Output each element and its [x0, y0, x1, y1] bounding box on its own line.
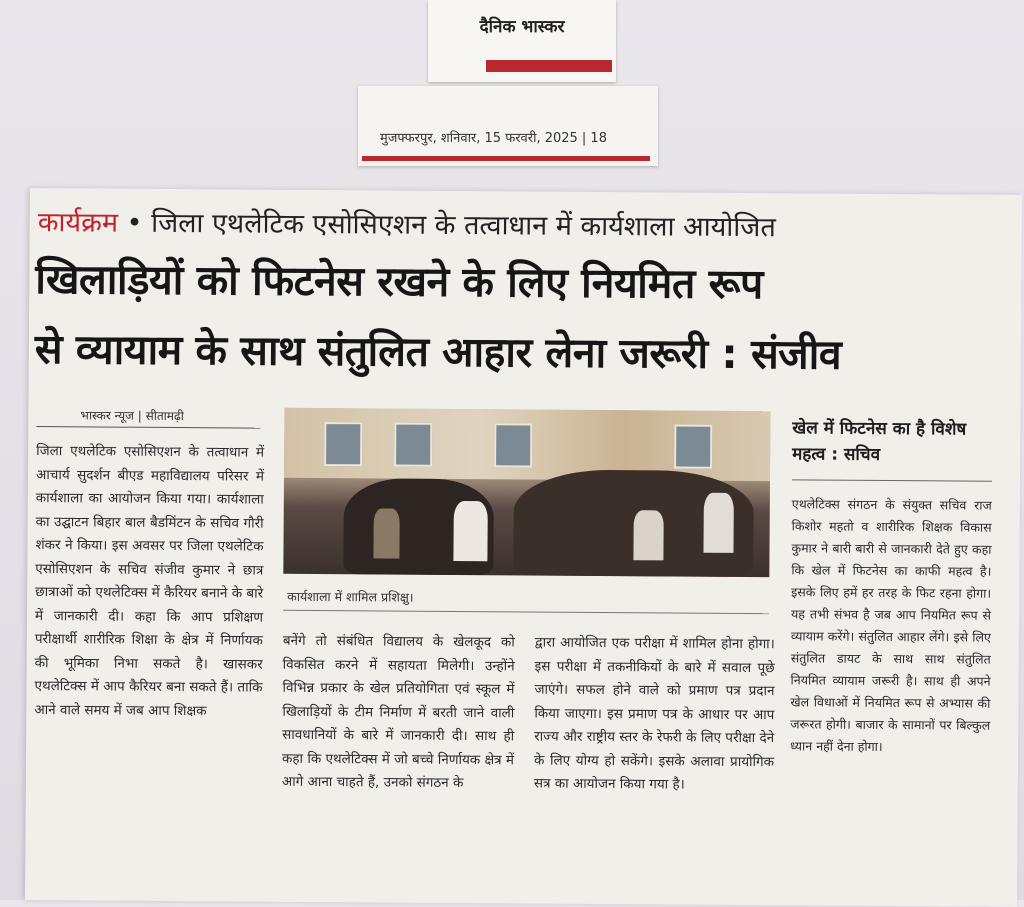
article-column-1: जिला एथलेटिक एसोसिएशन के तत्वाधान में आचार्य सुदर्शन बीएड महाविद्यालय परिसर में कार्यशाला का आयोजन किया गया। कार्यशाला का उद्घाटन बिहार बाल बैडमिंटन के सचिव गौरी शंकर ने किया। इस अवसर पर जिला एथलेटिक एसोसिएशन के सचिव संजीव कुमार ने छात्र छात्राओं को एथलेटिक्स में कैरियर बनाने के बारे में जानकारी दी। कहा कि आप प्रशिक्षण परीक्षार्थी शारीरिक शिक्षा के क्षेत्र में निर्णायक की भूमिका निभा सकते है। खासकर एथलेटिक्स में आप कैरियर बना सकते हैं। ताकि आने वाले समय में जब आप शिक्षक	[34, 443, 265, 719]
dateline-clipping	[358, 86, 658, 166]
dateline-text: मुजफ्फरपुर, शनिवार, 15 फरवरी, 2025 | 18	[380, 131, 607, 146]
workshop-photo	[283, 408, 770, 577]
headline-line-2: से व्यायाम के साथ संतुलित आहार लेना जरूरी : संजीव	[34, 325, 842, 379]
masthead-clipping	[428, 0, 616, 82]
audience-person	[703, 493, 733, 553]
photo-window	[324, 422, 362, 466]
article-column-2: बनेंगे तो संबंधित विद्यालय के खेलकूद को विकसित करने में सहायता मिलेगी। उन्होंने विभिन्न प्रकार के खेल प्रतियोगिता एवं स्कूल में खिलाड़ियों के टीम निर्माण में बरती जाने वाली सावधानियों के बारे में जानकारी दी। साथ ही कहा कि एथलेटिक्स में जो बच्चे निर्णायक क्षेत्र में आगे आना चाहते हैं, उनको संगठन के	[281, 632, 515, 792]
photo-window	[494, 423, 532, 467]
newspaper-page	[25, 188, 1022, 907]
side-rule	[792, 479, 992, 481]
article-column-3: द्वारा आयोजित एक परीक्षा में शामिल होना होगा। इस परीक्षा में तकनीकियों के बारे में सवाल पूछे जाएंगे। सफल होने वाले को प्रमाण पत्र प्रदान किया जाएगा। इस प्रमाण पत्र के आधार पर आप राज्य और राष्ट्रीय स्तर के रेफरी के लिए परीक्षा देने के लिए योग्य हो सकेंगे। इसके अलावा प्रायोगिक सत्र का आयोजन किया गया है।	[533, 634, 775, 793]
masthead-red-bar	[486, 60, 612, 72]
audience-person	[373, 508, 399, 558]
side-subheading: खेल में फिटनेस का है विशेष महत्व : सचिव	[792, 418, 967, 465]
kicker	[38, 202, 776, 244]
kicker-tag: कार्यक्रम	[37, 207, 119, 239]
photo-window	[674, 425, 712, 469]
photo-caption: कार्यशाला में शामिल प्रशिक्षु।	[287, 588, 414, 605]
kicker-separator: •	[117, 207, 152, 239]
newspaper-name: दैनिक भास्कर	[479, 17, 565, 37]
byline-rule	[36, 426, 260, 429]
audience-person	[633, 510, 663, 560]
headline-line-1: खिलाड़ियों को फिटनेस रखने के लिए नियमित रूप	[35, 255, 763, 309]
audience-person	[453, 501, 487, 561]
caption-rule	[283, 610, 769, 614]
dateline-red-bar	[362, 156, 650, 161]
byline: भास्कर न्यूज | सीतामढ़ी	[80, 408, 184, 424]
photo-window	[394, 423, 432, 467]
kicker-text: जिला एथलेटिक एसोसिएशन के तत्वाधान में कार्यशाला आयोजित	[151, 207, 776, 244]
side-column: एथलेटिक्स संगठन के संयुक्त सचिव राज किशोर महतो व शारीरिक शिक्षक विकास कुमार ने बारी बारी से जानकारी देते हुए कहा कि खेल में फिटनेस का काफी महत्व है। इसके लिए हमें हर तरह के फिट रहना होगा। यह तभी संभव है जब आप नियमित रूप से व्यायाम करेंगे। संतुलित आहार लेंगे। इसे लिए संतुलित डायट के साथ साथ संतुलित नियमित व्यायाम जरूरी है। साथ ही अपने खेल विधाओं में नियमित रूप से अभ्यास की जरूरत होगी। बाजार के सामानों पर बिल्कुल ध्यान नहीं देना होगा।	[790, 496, 992, 754]
